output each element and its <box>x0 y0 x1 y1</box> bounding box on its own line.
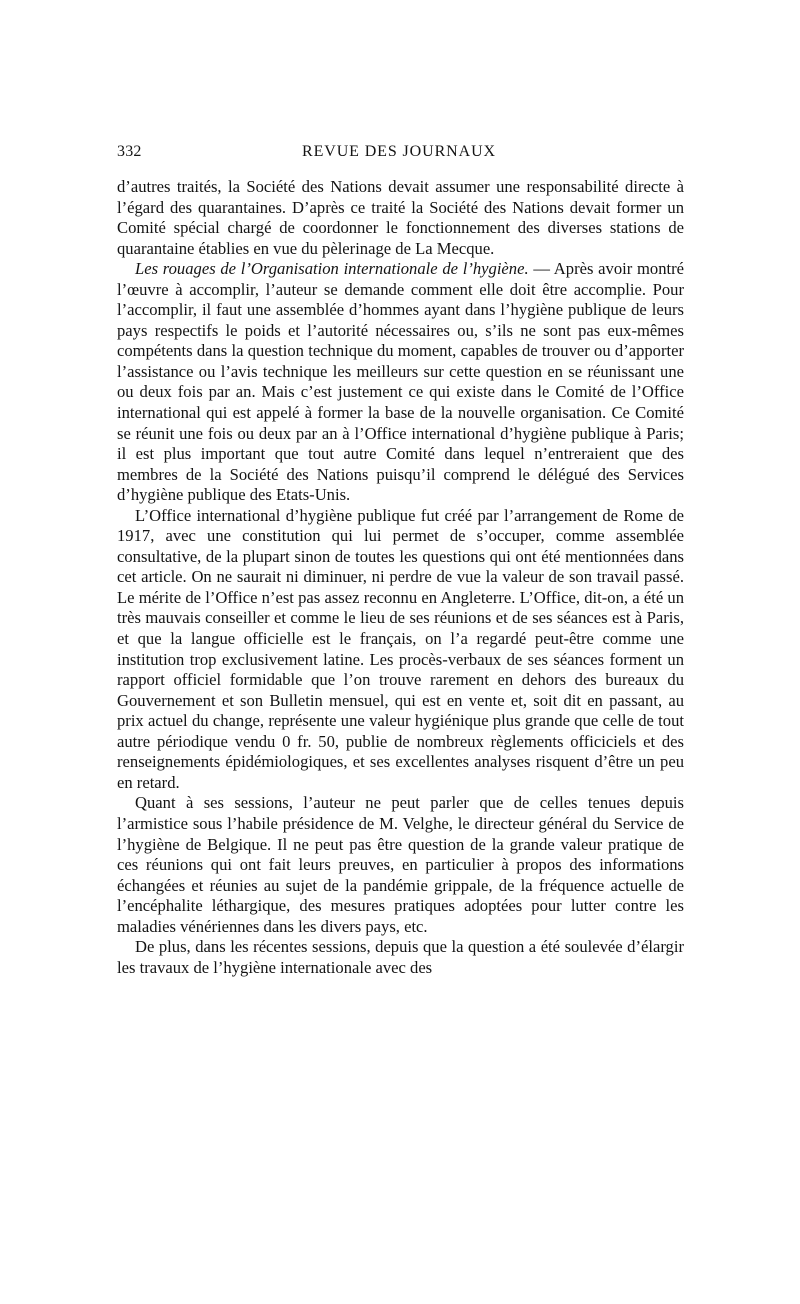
paragraph-5: De plus, dans les récentes sessions, depuis que la question a été soulevée d’élargir les travaux de l’hygiène internationale avec des <box>117 937 684 977</box>
page-number: 332 <box>117 143 142 160</box>
section-heading: Les rouages de l’Organisation internationale de l’hygiène. <box>135 259 529 279</box>
paragraph-2-text: — Après avoir montré l’œuvre à accomplir, l’auteur se demande comment elle doit être accomplie. Pour l’accomplir, il faut une assemblée d’hommes ayant dans l’hygiène publique de leurs pays respectifs le poids et l’autorité nécessaires ou, s’ils ne sont pas eux-mêmes compétents dans la question technique du moment, capables de trouver ou d’apporter l’assistance ou l’avis technique les meilleurs sur cette question en se réunissant une ou deux fois par an. Mais c’est justement ce qui existe dans le Comité de l’Office international qui est appelé à former la base de la nouvelle organisation. Ce Comité se réunit une fois ou deux par an à l’Office international d’hygiène publique à Paris; il est plus important que tout autre Comité dans lequel n’entreraient que des membres de la Société des Nations puisqu’il comprend le délégué des Services d’hygiène publique des Etats-Unis. <box>117 259 684 505</box>
paragraph-4: Quant à ses sessions, l’auteur ne peut parler que de celles tenues depuis l’armistice sous l’habile présidence de M. Velghe, le directeur général du Service de l’hygiène de Belgique. Il ne peut pas être question de la grande valeur pratique de ces réunions qui ont fait leurs preuves, en particulier à propos des informations échangées et réunies au sujet de la pandémie grippale, de la fréquence actuelle de l’encéphalite léthargique, des mesures pratiques adoptées pour lutter contre les maladies vénériennes dans les divers pays, etc. <box>117 793 684 936</box>
paragraph-3: L’Office international d’hygiène publique fut créé par l’arrangement de Rome de 1917, avec une constitution qui lui permet de s’occuper, comme assemblée consultative, de la plupart sinon de toutes les questions qui ont été mentionnées dans cet article. On ne saurait ni diminuer, ni perdre de vue la valeur de son travail passé. Le mérite de l’Office n’est pas assez reconnu en Angleterre. L’Office, dit-on, a été un très mauvais conseiller et comme le lieu de ses réunions et de ses séances est à Paris, et que la langue officielle est le français, on l’a regardé peut-être comme une institution trop exclusivement latine. Les procès-verbaux de ses séances forment un rapport officiel formidable que l’on trouve rarement en dehors des bureaux du Gouvernement et son Bulletin mensuel, qui est en vente et, soit dit en passant, au prix actuel du change, représente une valeur hygiénique plus grande que celle de tout autre périodique vendu 0 fr. 50, publie de nombreux règlements officiciels et des renseignements épidémiologiques, et ses excellentes analyses risquent d’être un peu en retard. <box>117 505 684 792</box>
running-title: REVUE DES JOURNAUX <box>302 143 496 160</box>
page-header <box>117 143 684 165</box>
document-page <box>117 143 684 978</box>
article-body <box>117 177 684 978</box>
paragraph-2 <box>117 259 684 506</box>
paragraph-1: d’autres traités, la Société des Nations devait assumer une responsabilité directe à l’égard des quarantaines. D’après ce traité la Société des Nations devait former un Comité spécial chargé de coordonner le fonctionnement des diverses stations de quarantaine établies en vue du pèlerinage de La Mecque. <box>117 177 684 258</box>
